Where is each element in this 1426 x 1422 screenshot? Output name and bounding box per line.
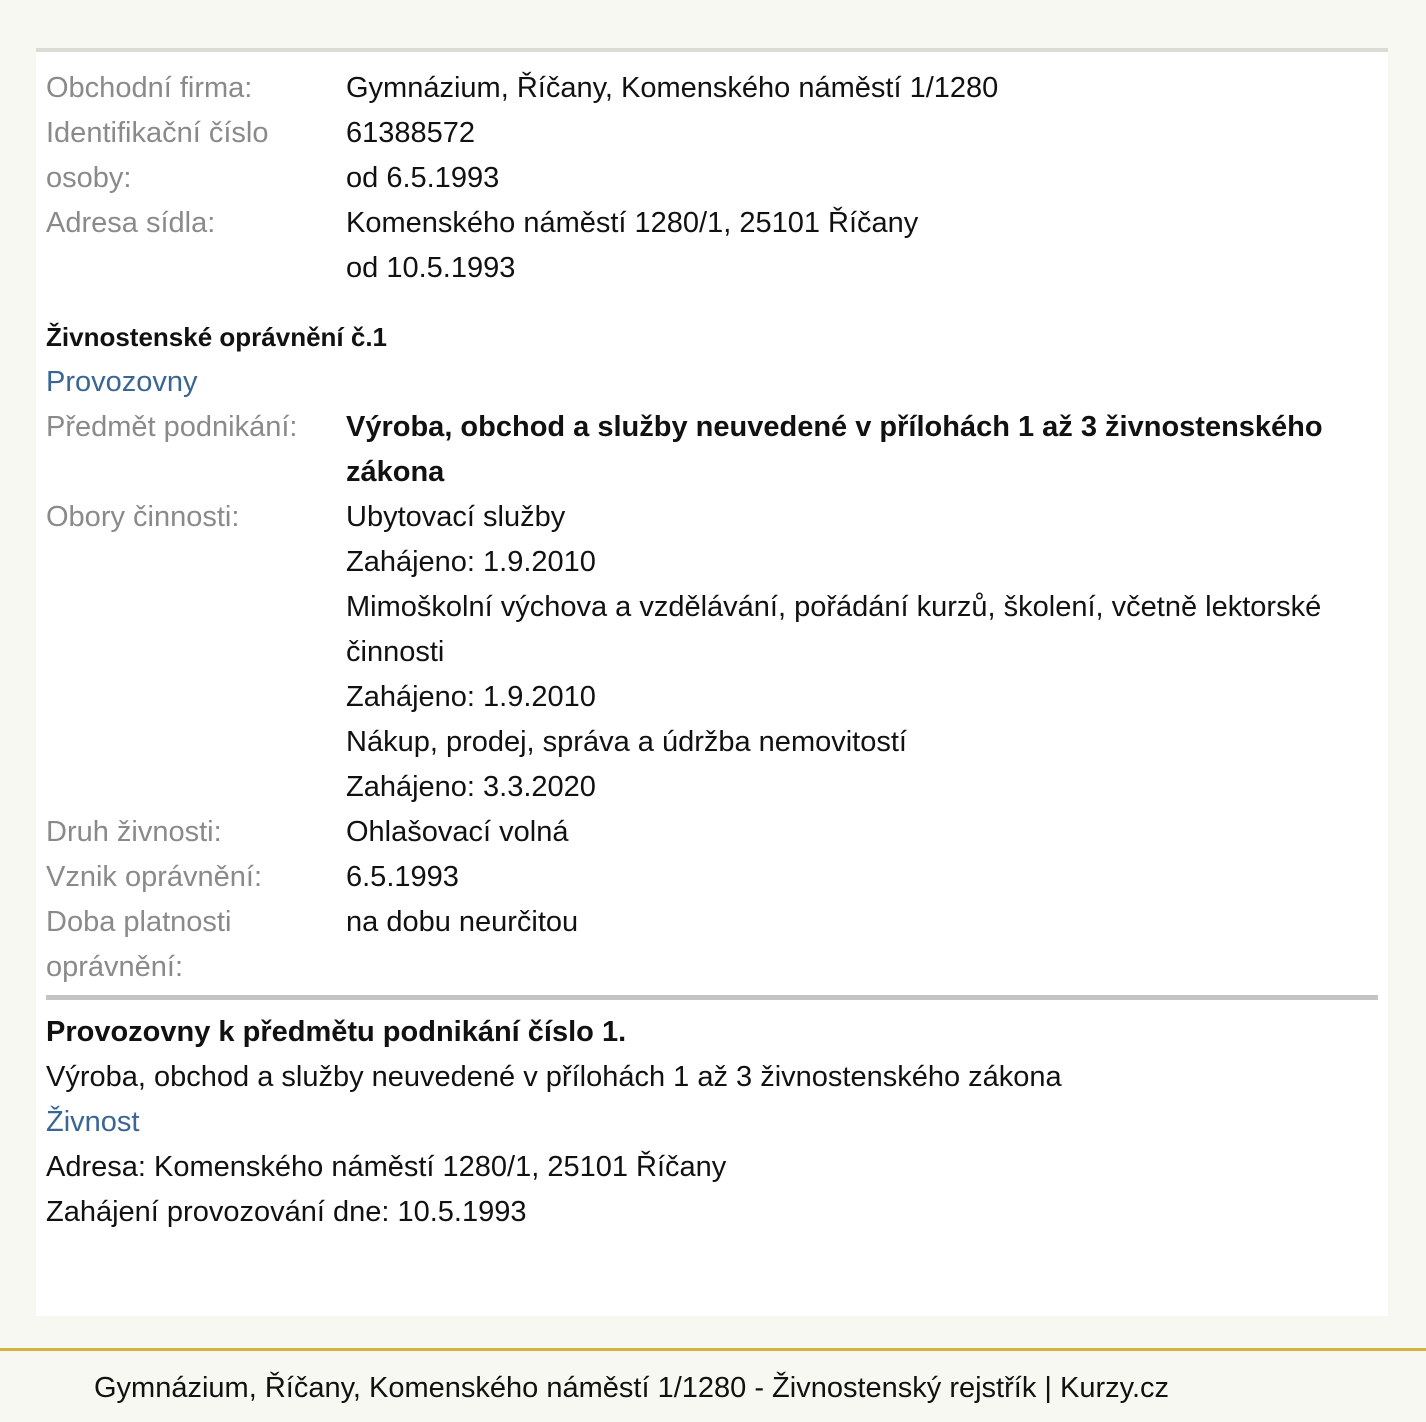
section-divider [46, 995, 1378, 1000]
footer-divider [0, 1348, 1426, 1351]
obory-item: Zahájeno: 1.9.2010 [346, 681, 596, 713]
ico-value-block [346, 111, 1376, 201]
vznik-label: Vznik oprávnění: [46, 861, 263, 893]
adresa-since: od 10.5.1993 [346, 252, 516, 284]
detail-content [46, 66, 1376, 1235]
predmet-label: Předmět podnikání: [46, 411, 298, 443]
vznik-value: 6.5.1993 [346, 861, 459, 893]
ico-label-line-1: Identifikační číslo [46, 117, 269, 149]
footer-text: Gymnázium, Říčany, Komenského náměstí 1/1280 - Živnostenský rejstřík | Kurzy.cz [94, 1372, 1170, 1404]
druh-label: Druh živnosti: [46, 816, 222, 848]
ico-value: 61388572 [346, 117, 476, 149]
druh-value: Ohlašovací volná [346, 816, 569, 848]
obory-item: Zahájeno: 1.9.2010 [346, 546, 596, 578]
provozovny-title: Provozovny k předmětu podnikání číslo 1. [46, 1016, 627, 1048]
opravneni-title: Živnostenské oprávnění č.1 [46, 322, 388, 352]
ico-row [46, 111, 1376, 201]
obory-label: Obory činnosti: [46, 501, 240, 533]
predmet-row [46, 405, 1376, 495]
obory-item: Nákup, prodej, správa a údržba nemovitostí [346, 726, 907, 758]
predmet-value-line-1: Výroba, obchod a služby neuvedené v přílohách 1 až 3 živnostenského [346, 411, 1323, 443]
adresa-value-block [346, 201, 1376, 291]
obory-item: Zahájeno: 3.3.2020 [346, 771, 596, 803]
firma-row [46, 66, 1376, 111]
firma-value: Gymnázium, Říčany, Komenského náměstí 1/1280 [346, 72, 999, 104]
doba-value: na dobu neurčitou [346, 906, 579, 938]
obory-item: Mimoškolní výchova a vzdělávání, pořádání kurzů, školení, včetně lektorské [346, 591, 1322, 623]
obory-item: činnosti [346, 636, 445, 668]
provozovny-zahajeni: Zahájení provozování dne: 10.5.1993 [46, 1196, 527, 1228]
doba-label-line-1: Doba platnosti [46, 906, 232, 938]
predmet-value-line-2: zákona [346, 456, 445, 488]
adresa-label: Adresa sídla: [46, 207, 216, 239]
obory-list [346, 495, 1376, 810]
adresa-row [46, 201, 1376, 291]
detail-panel [36, 48, 1388, 1316]
doba-label [46, 900, 346, 990]
provozovny-predmet: Výroba, obchod a služby neuvedené v přílohách 1 až 3 živnostenského zákona [46, 1061, 1062, 1093]
doba-row [46, 900, 1376, 990]
adresa-value: Komenského náměstí 1280/1, 25101 Říčany [346, 207, 919, 239]
obory-row [46, 495, 1376, 810]
zivnost-link[interactable]: Živnost [46, 1106, 140, 1138]
provozovny-link[interactable]: Provozovny [46, 366, 198, 398]
druh-row [46, 810, 1376, 855]
firma-label: Obchodní firma: [46, 72, 253, 104]
doba-label-line-2: oprávnění: [46, 951, 184, 983]
obory-item: Ubytovací služby [346, 501, 566, 533]
ico-label-line-2: osoby: [46, 162, 132, 194]
vznik-row [46, 855, 1376, 900]
provozovny-adresa: Adresa: Komenského náměstí 1280/1, 25101 Říčany [46, 1151, 727, 1183]
ico-label [46, 111, 346, 201]
predmet-value-block [346, 405, 1376, 495]
ico-since: od 6.5.1993 [346, 162, 500, 194]
